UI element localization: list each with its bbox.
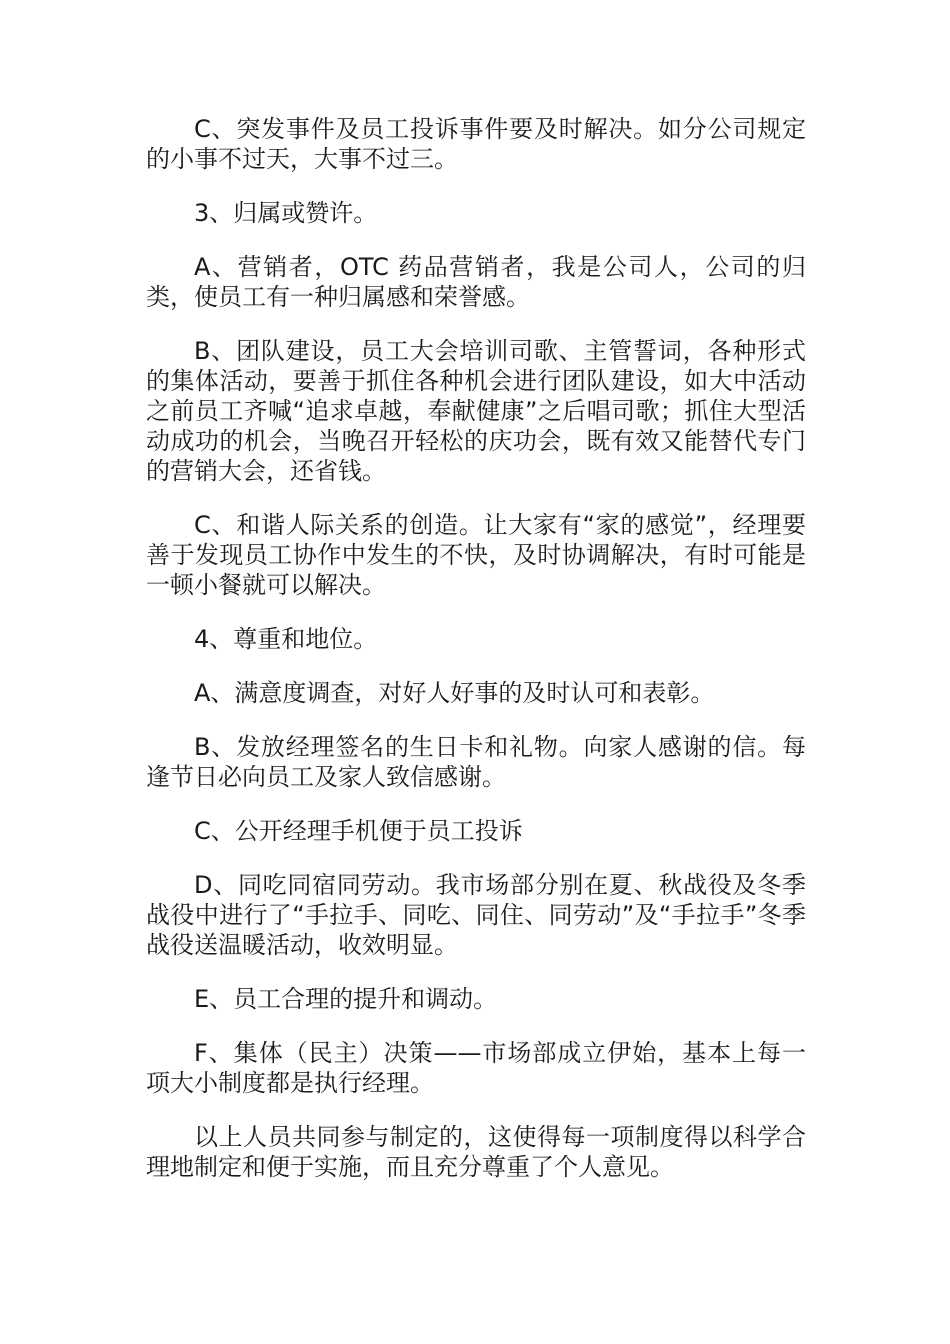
paragraph-d-shared-labor: D、同吃同宿同劳动。我市场部分别在夏、秋战役及冬季战役中进行了“手拉手、同吃、同住、同劳动”及“手拉手”冬季战役送温暖活动，收效明显。 [146,871,806,959]
paragraph-conclusion: 以上人员共同参与制定的，这使得每一项制度得以科学合理地制定和便于实施，而且充分尊重了个人意见。 [146,1123,806,1181]
paragraph-c-emergency: C、突发事件及员工投诉事件要及时解决。如分公司规定的小事不过天，大事不过三。 [146,115,806,173]
paragraph-b-birthday-card: B、发放经理签名的生日卡和礼物。向家人感谢的信。每逢节日必向员工及家人致信感谢。 [146,733,806,791]
paragraph-b-team-building: B、团队建设，员工大会培训司歌、主管誓词，各种形式的集体活动，要善于抓住各种机会进行团队建设，如大中活动之前员工齐喊“追求卓越，奉献健康”之后唱司歌；抓住大型活动成功的机会，当晚召开轻松的庆功会，既有效又能替代专门的营销大会，还省钱。 [146,337,806,485]
paragraph-f-collective-decision: F、集体（民主）决策——市场部成立伊始，基本上每一项大小制度都是执行经理。 [146,1039,806,1097]
paragraph-a-survey: A、满意度调查，对好人好事的及时认可和表彰。 [194,679,715,707]
paragraph-c-harmony: C、和谐人际关系的创造。让大家有“家的感觉”，经理要善于发现员工协作中发生的不快，及时协调解决，有时可能是一顿小餐就可以解决。 [146,511,806,599]
paragraph-a-marketer: A、营销者，OTC 药品营销者，我是公司人，公司的归类，使员工有一种归属感和荣誉感。 [146,253,806,311]
document-body [146,114,806,1206]
heading-3-belonging: 3、归属或赞许。 [194,199,378,227]
heading-4-respect: 4、尊重和地位。 [194,625,378,653]
paragraph-c-manager-phone: C、公开经理手机便于员工投诉 [194,817,523,845]
paragraph-e-promotion: E、员工合理的提升和调动。 [194,985,498,1013]
